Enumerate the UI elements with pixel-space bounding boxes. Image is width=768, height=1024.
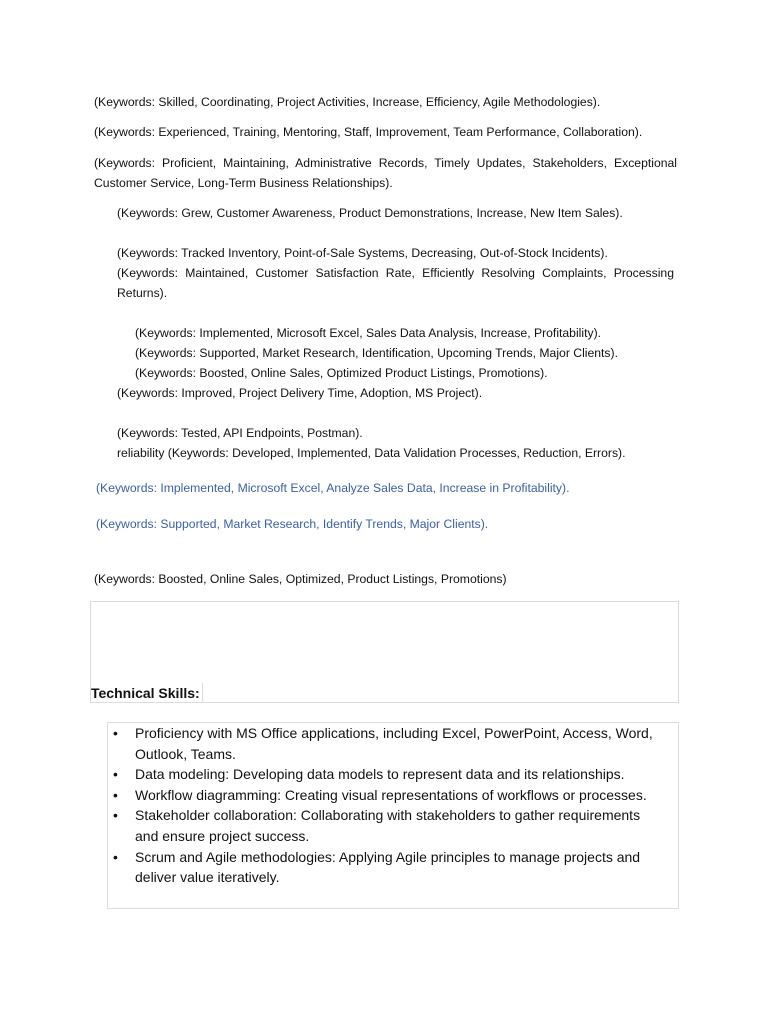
- keywords-line-15: (Keywords: Boosted, Online Sales, Optimized, Product Listings, Promotions): [94, 572, 507, 586]
- keywords-line-9: (Keywords: Boosted, Online Sales, Optimized Product Listings, Promotions).: [135, 366, 548, 380]
- bullet-icon: •: [113, 807, 118, 824]
- bullet-icon: •: [113, 725, 118, 741]
- keywords-line-4: (Keywords: Grew, Customer Awareness, Product Demonstrations, Increase, New Item Sales).: [117, 206, 623, 220]
- technical-skills-list: [107, 723, 667, 888]
- skill-text: Workflow diagramming: Creating visual representations of workflows or processes.: [135, 786, 647, 803]
- list-item: [107, 764, 667, 785]
- bullet-icon: •: [113, 848, 118, 865]
- keywords-line-6: (Keywords: Maintained, Customer Satisfaction Rate, Efficiently Resolving Complaints, Processing Returns).: [117, 266, 674, 300]
- bullet-icon: •: [113, 766, 118, 783]
- keywords-line-1: (Keywords: Skilled, Coordinating, Project Activities, Increase, Efficiency, Agile Methodologies).: [94, 95, 601, 109]
- keywords-line-12: reliability (Keywords: Developed, Implemented, Data Validation Processes, Reduction, Errors).: [117, 446, 626, 460]
- keywords-line-2: (Keywords: Experienced, Training, Mentoring, Staff, Improvement, Team Performance, Collaboration).: [94, 125, 643, 139]
- technical-skills-heading: Technical Skills:: [91, 683, 203, 703]
- list-item: [107, 805, 667, 846]
- bullet-icon: •: [113, 786, 118, 803]
- list-item: [107, 847, 667, 888]
- skill-text: Data modeling: Developing data models to represent data and its relationships.: [135, 766, 625, 783]
- keywords-line-5: (Keywords: Tracked Inventory, Point-of-Sale Systems, Decreasing, Out-of-Stock Incidents).: [117, 246, 608, 260]
- keywords-line-8: (Keywords: Supported, Market Research, Identification, Upcoming Trends, Major Clients).: [135, 346, 618, 360]
- keywords-line-3: (Keywords: Proficient, Maintaining, Administrative Records, Timely Updates, Stakeholders, Exceptional Customer Service, Long-Term Business Relationships).: [94, 156, 677, 190]
- skill-text: Proficiency with MS Office applications, including Excel, PowerPoint, Access, Word, Outlook, Teams.: [135, 725, 653, 762]
- keywords-line-10: (Keywords: Improved, Project Delivery Time, Adoption, MS Project).: [117, 386, 483, 400]
- list-item: [107, 785, 667, 806]
- keywords-line-14: (Keywords: Supported, Market Research, Identify Trends, Major Clients).: [96, 517, 489, 531]
- skill-text: Stakeholder collaboration: Collaborating with stakeholders to gather requirements and ensure project success.: [135, 807, 641, 844]
- keywords-line-13: (Keywords: Implemented, Microsoft Excel, Analyze Sales Data, Increase in Profitability).: [96, 481, 570, 495]
- list-item: [107, 723, 667, 764]
- keywords-line-7: (Keywords: Implemented, Microsoft Excel, Sales Data Analysis, Increase, Profitability).: [135, 326, 602, 340]
- keywords-line-11: (Keywords: Tested, API Endpoints, Postman).: [117, 426, 363, 440]
- skill-text: Scrum and Agile methodologies: Applying Agile principles to manage projects and deliver value iteratively.: [135, 848, 641, 886]
